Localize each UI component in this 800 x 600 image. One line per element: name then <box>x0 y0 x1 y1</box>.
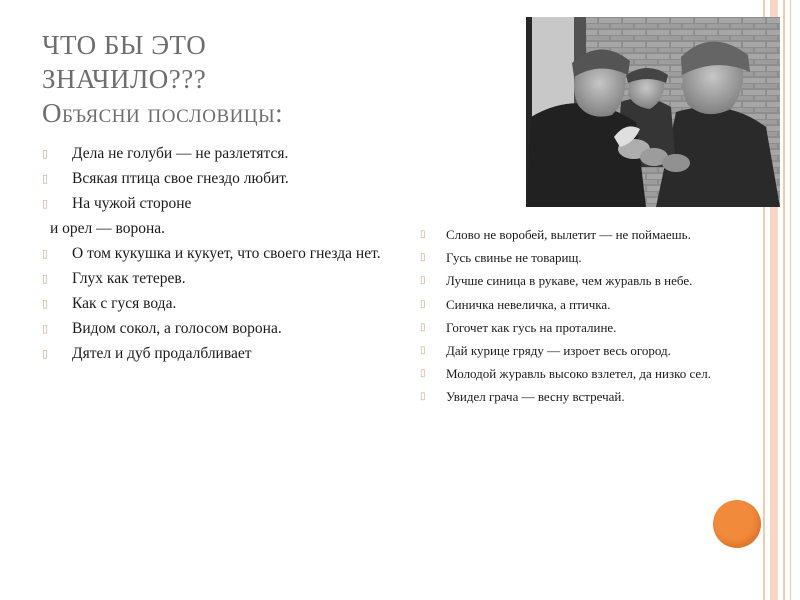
list-item <box>42 294 382 314</box>
right-frame-line <box>790 0 791 600</box>
list-item-text: Как с гуся вода. <box>72 295 177 312</box>
slide-title <box>42 28 402 130</box>
title-line-2: ЗНАЧИЛО??? <box>42 64 207 94</box>
bullet-icon: ▯ <box>420 344 426 356</box>
list-item-text: На чужой стороне <box>72 195 192 212</box>
list-item-text: Синичка невеличка, а птичка. <box>446 296 611 312</box>
soldiers-with-dove-photo <box>526 17 780 207</box>
list-item <box>42 344 382 364</box>
title-line-1: ЧТО БЫ ЭТО <box>42 30 207 60</box>
list-item <box>42 144 382 164</box>
bullet-icon: ▯ <box>42 298 49 310</box>
list-item-text: Слово не воробей, вылетит — не поймаешь. <box>446 227 691 242</box>
list-item <box>420 365 790 382</box>
bullet-icon: ▯ <box>420 275 426 287</box>
bullet-icon: ▯ <box>42 273 49 285</box>
list-item-text: Молодой журавль высоко взлетел, да низко сел. <box>446 366 711 382</box>
list-item-text: О том кукушка и кукует, что своего гнезда нет. <box>72 245 381 262</box>
list-item <box>420 342 790 359</box>
list-item <box>42 169 382 189</box>
bullet-icon: ▯ <box>420 391 426 403</box>
photo-illustration <box>526 17 780 207</box>
orange-circle-decoration <box>713 500 761 548</box>
list-item-text: Увидел грача — весну встречай. <box>446 389 625 405</box>
list-item-continuation <box>42 219 382 239</box>
list-item-text: Лучше синица в рукаве, чем журавль в небе. <box>446 273 693 289</box>
bullet-icon: ▯ <box>42 148 49 160</box>
bullet-icon: ▯ <box>420 368 426 380</box>
list-item-text: Глух как тетерев. <box>72 270 186 287</box>
bullet-icon: ▯ <box>42 198 49 210</box>
bullet-icon: ▯ <box>42 323 49 335</box>
bullet-icon: ▯ <box>420 229 426 240</box>
list-item <box>420 249 790 266</box>
list-item-text: Видом сокол, а голосом ворона. <box>72 320 282 337</box>
bullet-icon: ▯ <box>42 173 49 185</box>
list-item <box>420 388 790 405</box>
bullet-icon: ▯ <box>42 348 49 360</box>
list-item-text: Гогочет как гусь на проталине. <box>446 319 617 335</box>
left-proverbs-list <box>42 144 382 369</box>
list-item-text: Дятел и дуб продалбливает <box>72 345 252 362</box>
list-item <box>42 244 382 264</box>
list-item <box>420 319 790 336</box>
list-item <box>420 272 790 289</box>
bullet-icon: ▯ <box>42 248 49 260</box>
list-item-text: Дай курице гряду — изроет весь огород. <box>446 342 671 358</box>
right-proverbs-list <box>420 226 790 412</box>
list-item <box>42 319 382 339</box>
bullet-icon: ▯ <box>420 252 426 264</box>
bullet-icon: ▯ <box>420 298 426 310</box>
list-item <box>420 296 790 313</box>
list-item-text: Гусь свинье не товарищ. <box>446 250 582 266</box>
list-item-text: и орел — ворона. <box>50 220 166 237</box>
list-item <box>42 194 382 214</box>
list-item <box>42 269 382 289</box>
bullet-icon: ▯ <box>420 321 426 333</box>
list-item <box>420 226 790 243</box>
list-item-text: Всякая птица свое гнездо любит. <box>72 170 289 187</box>
slide-subtitle: Объясни пословицы: <box>42 98 284 128</box>
list-item-text: Дела не голуби — не разлетятся. <box>72 145 289 162</box>
